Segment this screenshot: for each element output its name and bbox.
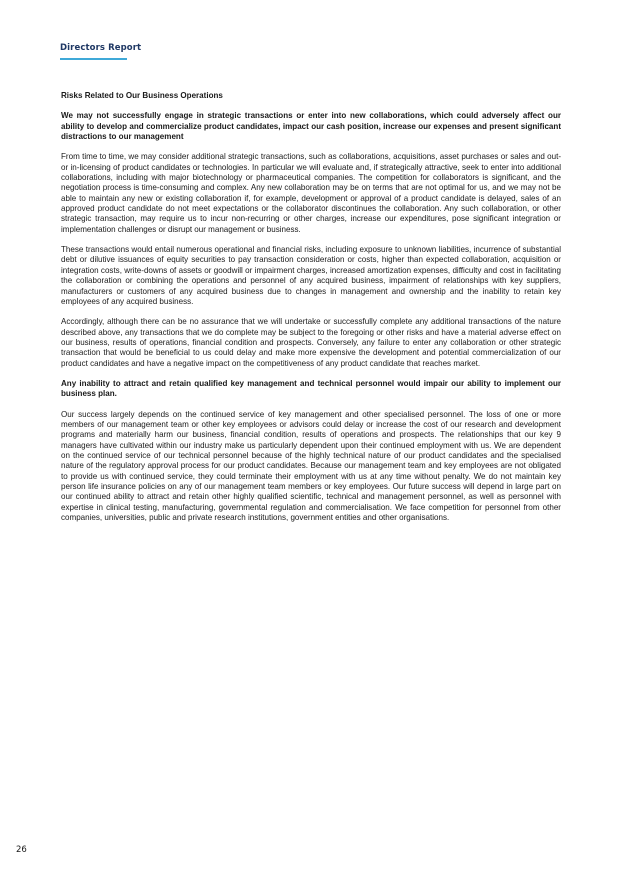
- header-accent-rule: [60, 58, 127, 60]
- risk-heading-key-personnel: Any inability to attract and retain qualified key management and technical personnel would impair our ability to implement our business plan.: [61, 378, 561, 399]
- page-number: 26: [16, 845, 27, 855]
- section-title: Risks Related to Our Business Operations: [61, 91, 223, 100]
- body-paragraph: Our success largely depends on the continued service of key management and other specialised personnel. The loss of one or more members of our management team or other key employees or advisors could delay or increase the cost of our research and development programs and materially harm our business, financial condition, results of operations and prospects. The relationships that our key 9 managers have cultivated within our industry make us particularly dependent upon their continued employment with us. We are dependent on the continued service of our technical personnel because of the highly technical nature of our product candidates and the specialised nature of the regulatory approval process for our product candidates. Because our management team and key employees are not obligated to provide us with continued service, they could terminate their employment with us at any time without penalty. We do not maintain key person life insurance policies on any of our management team members or key employees. Our future success will depend in large part on our continued ability to attract and retain other highly qualified scientific, technical and management personnel, as well as personnel with expertise in clinical testing, manufacturing, governmental regulation and commercialisation. We face competition for personnel from other companies, universities, public and private research institutions, government entities and other organisations.: [61, 409, 561, 523]
- body-paragraph: These transactions would entail numerous operational and financial risks, including exposure to unknown liabilities, incurrence of substantial debt or dilutive issuances of equity securities to pay transaction consideration or costs, higher than expected collaboration, acquisition or integration costs, write-downs of assets or goodwill or impairment charges, increased amortization expenses, difficulty and cost in facilitating the collaboration or combining the operations and personnel of any acquired business, impairment of relationships with key suppliers, manufacturers or customers of any acquired business due to changes in management and ownership and the inability to retain key employees of any acquired business.: [61, 245, 561, 306]
- document-body: [61, 91, 561, 533]
- body-paragraph: Accordingly, although there can be no assurance that we will undertake or successfully complete any additional transactions of the nature described above, any transactions that we do complete may be subject to the foregoing or other risks and have a material adverse effect on our business, results of operations, financial condition and prospects. Conversely, any failure to enter any collaboration or other strategic transaction that would be beneficial to us could delay and make more expensive the development and potential commercialization of our product candidates and have a negative impact on the competitiveness of any product candidate that reaches market.: [61, 317, 561, 368]
- risk-heading-strategic-transactions: We may not successfully engage in strategic transactions or enter into new collaborations, which could adversely affect our ability to develop and commercialize product candidates, impact our cash position, increase our expenses and present significant distractions to our management: [61, 111, 561, 142]
- page-header: [60, 43, 141, 60]
- body-paragraph: From time to time, we may consider additional strategic transactions, such as collaborations, acquisitions, asset purchases or sales and out- or in-licensing of product candidates or technologies. In particular we will evaluate and, if strategically attractive, seek to enter into additional collaborations, including with major biotechnology or pharmaceutical companies. The competition for collaborators is significant, and the negotiation process is time-consuming and complex. Any new collaboration may be on terms that are not optimal for us, and we may not be able to maintain any new or existing collaboration if, for example, development or approval of a product candidate is delayed, sales of an approved product candidate do not meet expectations or the collaborator discontinues the collaboration. Any such collaboration, or other strategic transaction, may require us to incur non-recurring or other charges, increase our expenditures, pose significant integration or implementation challenges or disrupt our management or business.: [61, 152, 561, 234]
- header-title: Directors Report: [60, 43, 142, 53]
